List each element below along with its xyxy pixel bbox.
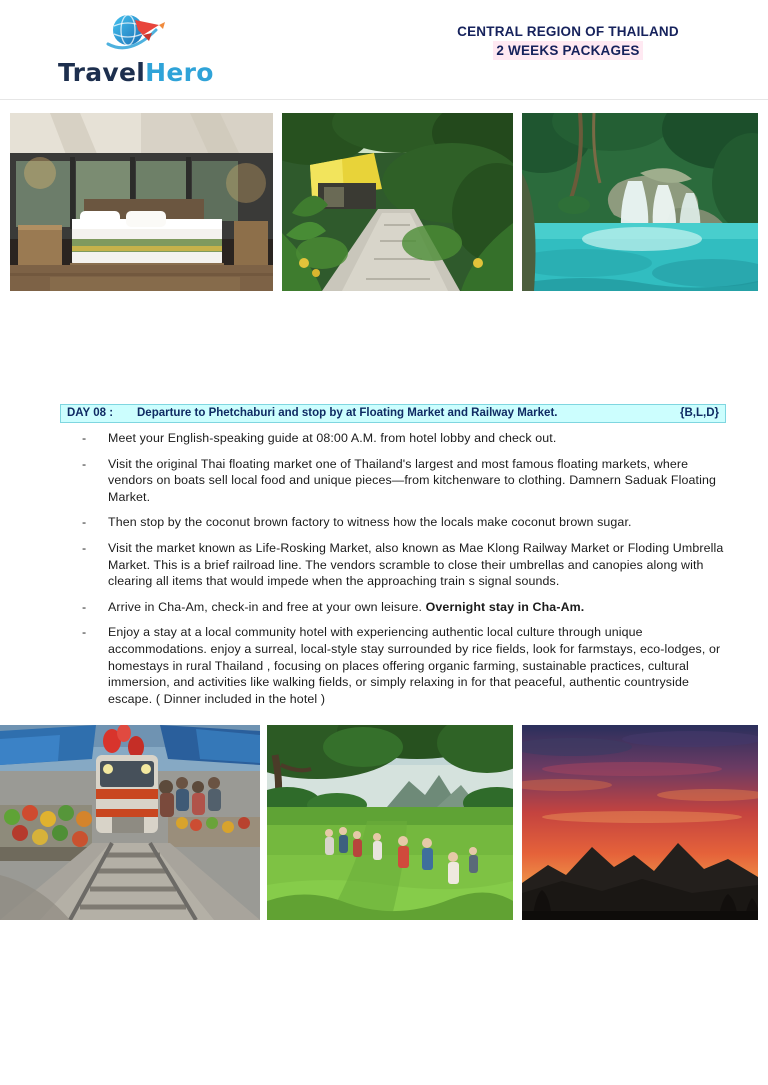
itinerary-bullet-list (78, 430, 728, 716)
maeklong-railway-market-photo (0, 725, 260, 920)
header-title (408, 22, 728, 60)
brand-logo[interactable] (58, 8, 278, 88)
header-title-line1: CENTRAL REGION OF THAILAND (457, 24, 679, 39)
garden-resort-pathway-photo (282, 113, 513, 291)
brand-name-primary: Travel (58, 58, 146, 87)
list-item (78, 599, 728, 616)
list-item (78, 430, 728, 447)
bullet-marker: - (82, 431, 87, 445)
day-label: DAY 08 : (67, 407, 114, 419)
list-item (78, 540, 728, 590)
bullet-text: Enjoy a stay at a local community hotel with experiencing authentic local culture through unique accommodations. enjoy a surreal, local-style stay surrounded by rice fields, look for farmstays, eco-lodges, or homestays in rural Thailand , focusing on places offering organic farming, sustainable practices, cultural immersion, and activities like walking fields, or simply relaxing in for that peaceful, authentic countryside escape. ( Dinner included in the hotel ) (108, 625, 721, 706)
day-header-bar (60, 404, 726, 423)
page-header (0, 0, 768, 100)
rice-field-walking-tour-photo (267, 725, 513, 920)
header-divider (0, 99, 768, 100)
bullet-marker: - (82, 599, 87, 614)
sunset-mountains-photo (522, 725, 758, 920)
list-item (78, 624, 728, 707)
bullet-marker: - (82, 540, 87, 555)
bullet-text: Meet your English-speaking guide at 08:00 A.M. from hotel lobby and check out. (108, 431, 557, 445)
list-item (78, 514, 728, 531)
day-title: Departure to Phetchaburi and stop by at Floating Market and Railway Market. (137, 407, 558, 419)
header-title-line2: 2 WEEKS PACKAGES (493, 41, 642, 60)
globe-airplane-icon (102, 10, 170, 58)
bullet-text-plain: Arrive in Cha-Am, check-in and free at your own leisure. (108, 599, 426, 614)
bullet-marker: - (82, 456, 87, 471)
brand-name-secondary: Hero (145, 58, 214, 87)
brand-wordmark (58, 58, 278, 87)
bullet-text-bold: Overnight stay in Cha-Am. (425, 599, 585, 614)
bullet-text: Then stop by the coconut brown factory to witness how the locals make coconut brown sugar. (108, 515, 632, 530)
bullet-text: Visit the original Thai floating market one of Thailand's largest and most famous floating markets, where vendors on boats sell local food and unique pieces—from kitchenware to clothing. Damnern Saduak Floating Market. (108, 456, 716, 504)
bullet-text: Visit the market known as Life-Rosking Market, also known as Mae Klong Railway Market or Floding Umbrella Market. This is a brief railroad line. The vendors scramble to close their umbrellas and canopies along with clearing all items that would impede when the approaching train s signal sounds. (108, 540, 724, 589)
bullet-marker: - (82, 515, 87, 530)
erawan-waterfall-photo (522, 113, 758, 291)
meals-badge: {B,L,D} (680, 407, 719, 419)
list-item (78, 456, 728, 506)
glamping-tent-bedroom-photo (10, 113, 273, 291)
bullet-marker: - (82, 625, 87, 640)
